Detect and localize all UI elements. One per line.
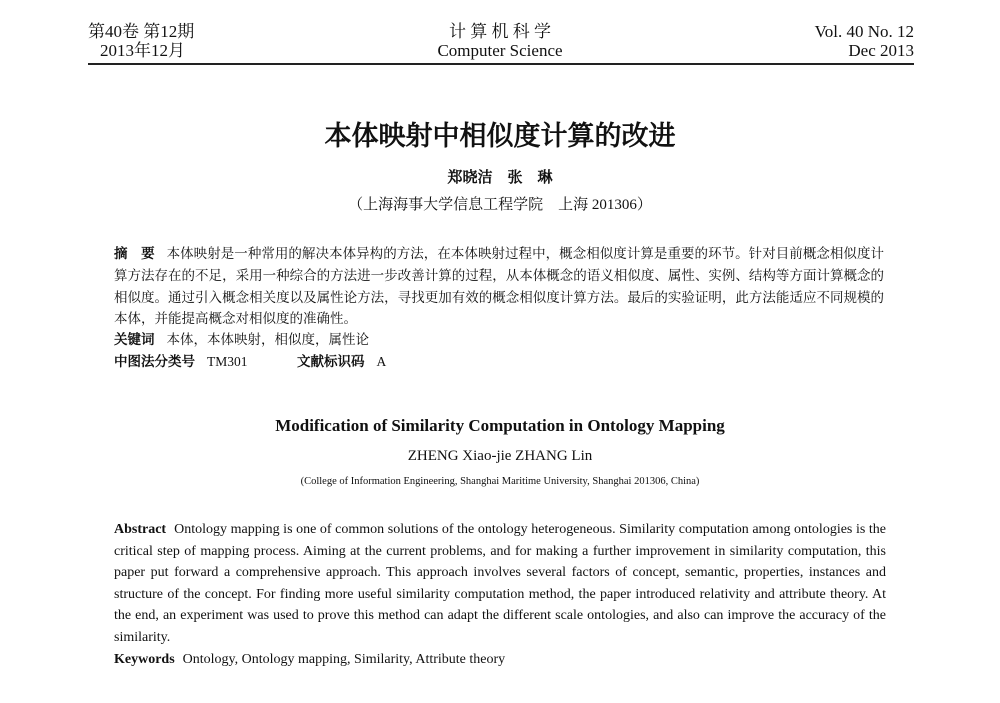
abstract-en-label: Abstract (114, 522, 167, 537)
abstract-en-text: Ontology mapping is one of common solutions of the ontology heterogeneous. Similarity computation among ontologies is the critical step of mapping process. Aiming at the current problems, and for making a further improvement in similarity computation, this paper put forward a comprehensive approach. This approach involves several factors of concept, semantic, properties, instances and structure of the concept. For finding more useful similarity computation method, the paper introduced relativity and attribute theory. At the end, an experiment was used to prove this method can adapt the different scale ontologies, and also can improve the accuracy of the similarity. (114, 522, 886, 645)
title-cn: 本体映射中相似度计算的改进 (324, 121, 676, 152)
keywords-en-text: Ontology, Ontology mapping, Similarity, Attribute theory (182, 651, 506, 667)
keywords-cn-label: 关键词 (114, 332, 155, 349)
volume-issue: 第40卷 第12期 (88, 22, 195, 41)
volume-number: Vol. 40 No. 12 (814, 22, 914, 41)
issue-date-en: Dec 2013 (848, 41, 914, 60)
classification (114, 351, 884, 373)
affiliation-en: (College of Information Engineering, Shanghai Maritime University, Shanghai 201306, China) (300, 476, 700, 487)
abstract-cn-text: 本体映射是一种常用的解决本体异构的方法，在本体映射过程中，概念相似度计算是重要的环节。针对目前概念相似度计算方法存在的不足，采用一种综合的方法进一步改善计算的过程，从本体概念的语义相似度、属性、实例、结构等方面计算概念的相似度。通过引入概念相关度以及属性论方法，寻找更加有效的概念相似度计算方法。最后的实验证明，此方法能适应不同规模的本体，并能提高概念对相似度的准确性。 (114, 246, 884, 326)
journal-name-cn: 计 算 机 科 学 (449, 22, 551, 41)
abstract-cn (114, 243, 884, 329)
keywords-cn-text: 本体，本体映射，相似度，属性论 (166, 332, 369, 348)
abstract-en-block (114, 519, 886, 670)
doc-code-label: 文献标识码 (297, 354, 365, 371)
title-en: Modification of Similarity Computation in Ontology Mapping (275, 416, 725, 435)
classification-label: 中图法分类号 (114, 354, 195, 371)
authors-en: ZHENG Xiao-jie ZHANG Lin (407, 448, 593, 464)
classification-value: TM301 (207, 354, 248, 370)
header-rule (88, 63, 914, 65)
keywords-en (114, 649, 886, 671)
keywords-cn (114, 329, 884, 351)
journal-issue-en (815, 22, 914, 60)
doc-code-value: A (376, 354, 387, 370)
issue-date-cn: 2013年12月 (100, 41, 185, 60)
affiliation-cn: （上海海事大学信息工程学院 上海 201306） (348, 197, 652, 213)
abstract-en (114, 519, 886, 649)
journal-name-en: Computer Science (437, 41, 563, 60)
abstract-cn-block (114, 243, 884, 374)
abstract-cn-label: 摘 要 (114, 246, 155, 262)
authors-cn: 郑晓洁 张 琳 (447, 168, 553, 186)
keywords-en-label: Keywords (114, 651, 175, 667)
